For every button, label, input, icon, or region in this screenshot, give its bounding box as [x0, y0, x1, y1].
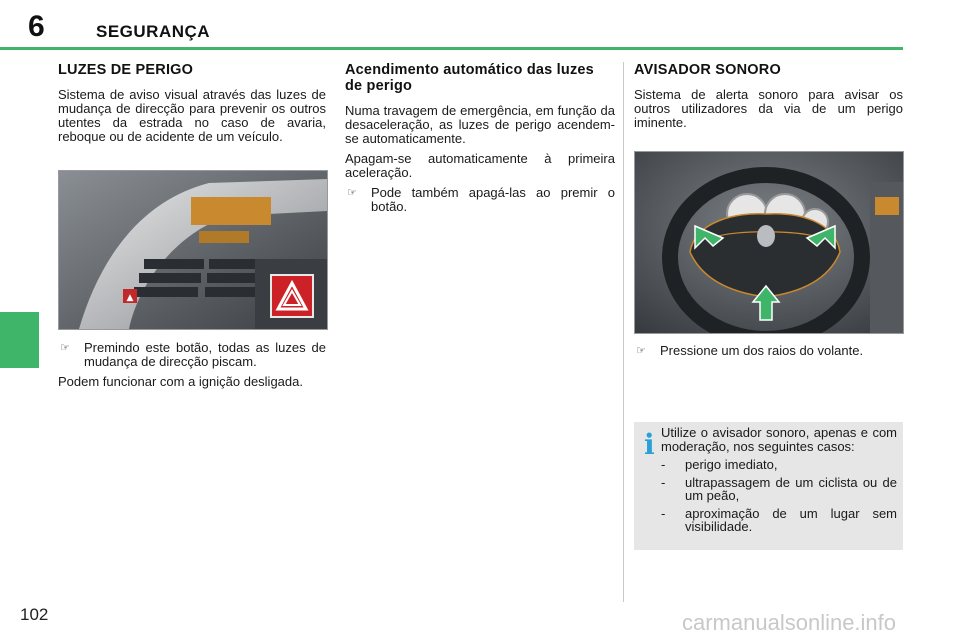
hazard-lights-section — [58, 62, 326, 150]
hand-pointer-icon: ☞ — [347, 187, 357, 199]
info-text: Utilize o avisador sonoro, apenas e com moderação, nos seguintes casos: — [661, 425, 897, 454]
horn-info-box — [634, 422, 903, 550]
hand-pointer-icon: ☞ — [636, 345, 646, 357]
auto-hazard-heading: Acendimento automático das luzes de perigo — [345, 62, 594, 94]
watermark: carmanualsonline.info — [682, 610, 897, 635]
svg-text:▲: ▲ — [126, 293, 134, 303]
chapter-number: 6 — [28, 10, 45, 43]
hazard-lights-intro: Sistema de aviso visual através das luzes de mudança de direcção para prevenir os outros utentes da estrada no caso de avaria, reboque ou de acidente de um veículo. — [58, 87, 326, 144]
list-item: - aproximação de um lugar sem visibilidade. — [661, 505, 897, 534]
auto-hazard-p1: Numa travagem de emergência, em função da desaceleração, as luzes de perigo acendem-se automaticamente. — [345, 103, 615, 146]
auto-hazard-bullet: ☞ Pode também apagá-las ao premir o botão. — [347, 185, 615, 214]
header-rule — [0, 47, 903, 50]
horn-intro: Sistema de alerta sonoro para avisar os outros utilizadores da via de um perigo iminente. — [634, 87, 903, 130]
horn-bullet: ☞ Pressione um dos raios do volante. — [636, 343, 864, 358]
hazard-button-illustration — [58, 170, 328, 330]
steering-wheel-illustration — [634, 151, 904, 334]
horn-section — [634, 62, 903, 136]
auto-hazard-p2: Apagam-se automaticamente à primeira aceleração. — [345, 151, 615, 180]
info-text-block — [661, 426, 897, 538]
hazard-bullet-block — [58, 341, 326, 395]
auto-hazard-section — [345, 62, 615, 220]
page-number: 102 — [20, 605, 49, 624]
list-item: - ultrapassagem de um ciclista ou de um peão, — [661, 474, 897, 503]
hand-pointer-icon: ☞ — [60, 342, 70, 354]
hazard-lights-heading: LUZES DE PERIGO — [58, 62, 194, 78]
horn-heading: AVISADOR SONORO — [634, 62, 781, 78]
chapter-side-tab — [0, 312, 39, 368]
column-divider — [623, 62, 624, 602]
chapter-title: SEGURANÇA — [96, 22, 211, 41]
list-item: - perigo imediato, — [661, 457, 778, 472]
horn-bullet-block — [634, 344, 903, 364]
info-icon: i — [644, 428, 655, 461]
hazard-bullet: ☞ Premindo este botão, todas as luzes de mudança de direcção piscam. — [60, 340, 326, 369]
hazard-note: Podem funcionar com a ignição desligada. — [58, 374, 303, 389]
